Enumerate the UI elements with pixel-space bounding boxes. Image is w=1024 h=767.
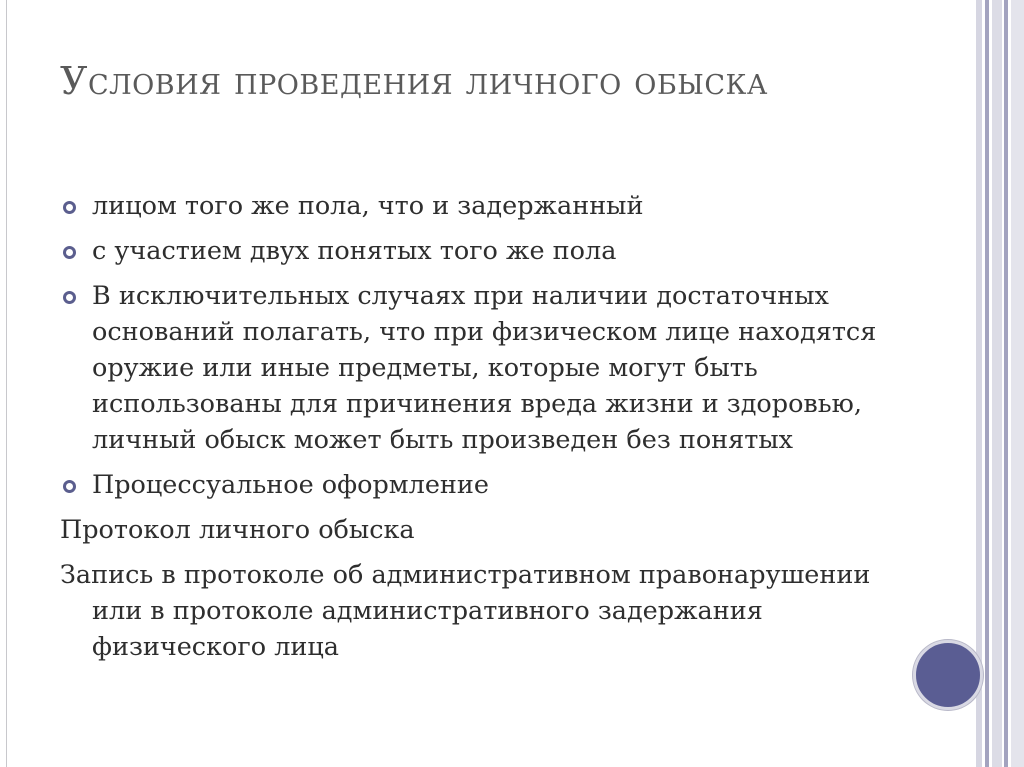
slide-title: Условия проведения личного обыска	[60, 59, 768, 103]
bullet-item	[60, 233, 920, 269]
bullet-ring-icon	[63, 480, 76, 493]
bullet-text: с участием двух понятых того же пола	[92, 236, 617, 266]
bullet-ring-icon	[63, 291, 76, 304]
stripe-2	[985, 0, 989, 767]
bullet-text: В исключительных случаях при наличии достаточных оснований полагать, что при физическом лице находятся оружие или иные предметы, которые могут быть использованы для причинения вреда жизни и здоровью, личный обыск может быть произведен без понятых	[92, 281, 877, 455]
slide-content	[60, 188, 920, 674]
bullet-item	[60, 467, 920, 503]
stripe-1	[976, 0, 982, 767]
bullet-ring-icon	[63, 201, 76, 214]
stripe-4	[1004, 0, 1008, 767]
bullet-item	[60, 188, 920, 224]
stripe-3	[992, 0, 1002, 767]
side-stripes	[976, 0, 1024, 767]
stripe-5	[1011, 0, 1024, 767]
plain-text-item: Протокол личного обыска	[60, 515, 415, 545]
bullet-ring-icon	[63, 246, 76, 259]
decorative-circle-icon	[913, 640, 983, 710]
bullet-text: Процессуальное оформление	[92, 470, 489, 500]
bullet-text: лицом того же пола, что и задержанный	[92, 191, 644, 221]
plain-text-item: Запись в протоколе об административном правонарушении или в протоколе административного задержания физического лица	[60, 560, 871, 662]
bullet-item	[60, 278, 920, 458]
